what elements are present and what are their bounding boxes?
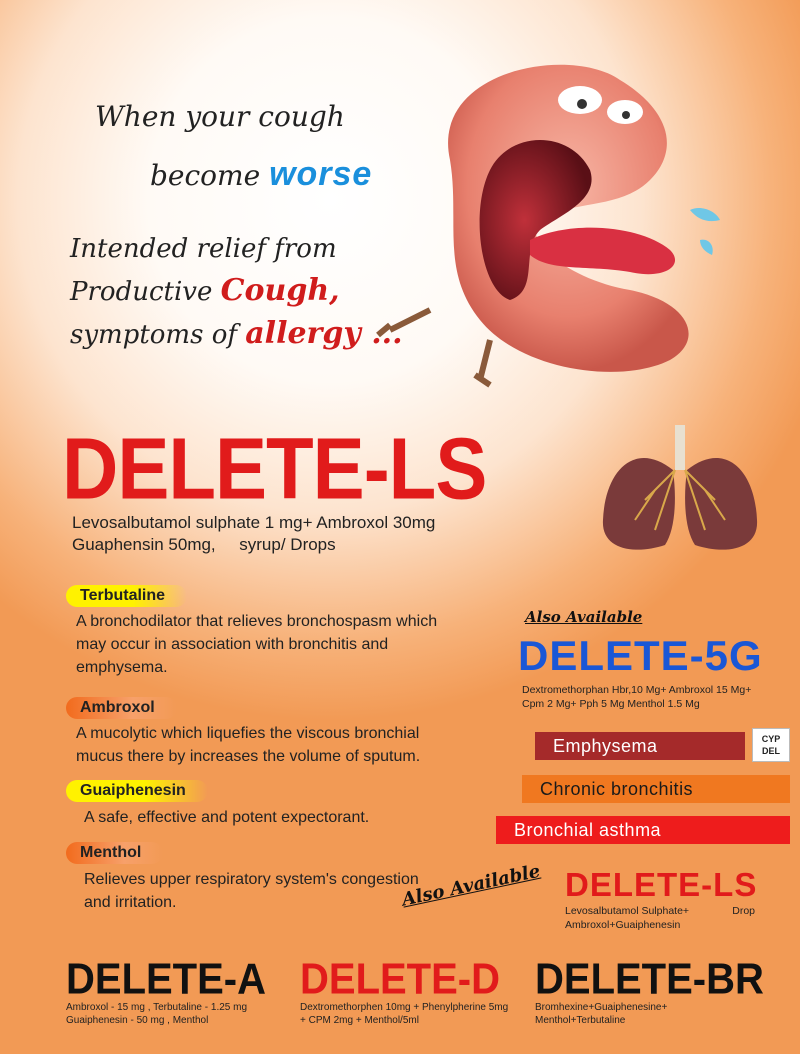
tagline-line5-prefix: symptoms of xyxy=(70,320,246,350)
tagline-line3: Intended relief from xyxy=(70,234,337,264)
comp-line: Ambroxol+Guaiphenesin xyxy=(565,919,681,931)
comp-line: Cpm 2 Mg+ Pph 5 Mg Menthol 1.5 Mg xyxy=(522,698,700,710)
comp-line: Guaiphenesin - 50 mg , Menthol xyxy=(66,1015,209,1026)
tagline-line4-prefix: Productive xyxy=(70,277,221,307)
desc-line: A bronchodilator that relieves bronchospasm which xyxy=(76,613,438,630)
bottom-product-d-comp xyxy=(300,1001,508,1027)
tagline-worse: worse xyxy=(269,155,373,193)
tagline-line2-prefix: become xyxy=(150,159,270,192)
ingredient-ambroxol-label: Ambroxol xyxy=(66,697,177,719)
desc-line: A safe, effective and potent expectorant. xyxy=(84,809,370,826)
desc-line: emphysema. xyxy=(76,659,168,676)
condition-bronchial-asthma: Bronchial asthma xyxy=(496,816,790,844)
tagline-line2 xyxy=(150,155,372,194)
tagline-line4 xyxy=(70,270,403,313)
ingredient-terbutaline-desc xyxy=(76,610,437,679)
comp-line: Levosalbutamol Sulphate+ xyxy=(565,905,690,917)
tagline-line5 xyxy=(70,313,403,356)
composition-line1: Levosalbutamol sulphate 1 mg+ Ambroxol 30mg xyxy=(72,513,436,532)
bottom-product-a-comp xyxy=(66,1001,247,1027)
comp-row xyxy=(565,904,755,918)
ingredient-ambroxol-desc xyxy=(76,722,420,768)
also-available-label-1: Also Available xyxy=(525,608,643,626)
ingredient-menthol-desc xyxy=(84,868,419,914)
product-name: DELETE-LS xyxy=(62,419,487,518)
bottom-product-d-name: DELETE-D xyxy=(300,955,500,1004)
tagline-cough: Cough, xyxy=(220,273,340,308)
bottom-product-a-name: DELETE-A xyxy=(66,955,266,1004)
tagline-line1: When your cough xyxy=(95,100,345,133)
desc-line: Relieves upper respiratory system's congestion xyxy=(84,871,419,888)
desc-line: and irritation. xyxy=(84,894,177,911)
ingredient-terbutaline-label: Terbutaline xyxy=(66,585,187,607)
desc-line: may occur in association with bronchitis and xyxy=(76,636,389,653)
cyp-line1: CYP xyxy=(761,734,781,744)
comp-line: Dextromethorphen 10mg + Phenylpherine 5mg xyxy=(300,1002,509,1013)
cyp-del-badge xyxy=(752,728,790,762)
ingredient-menthol-label: Menthol xyxy=(66,842,163,864)
bottom-product-br-comp xyxy=(535,1001,667,1027)
coughing-mouth-illustration xyxy=(370,40,730,400)
lungs-illustration xyxy=(595,420,765,560)
product-composition xyxy=(72,512,435,556)
condition-emphysema: Emphysema xyxy=(535,732,745,760)
comp-form: Drop xyxy=(732,905,755,917)
also-available-composition-1 xyxy=(522,683,751,711)
condition-chronic-bronchitis: Chronic bronchitis xyxy=(522,775,790,803)
bottom-product-br-name: DELETE-BR xyxy=(535,955,764,1004)
tagline-block xyxy=(70,228,403,356)
desc-line: mucus there by increases the volume of sputum. xyxy=(76,748,421,765)
comp-line: + CPM 2mg + Menthol/5ml xyxy=(300,1015,419,1026)
tagline-allergy: allergy ... xyxy=(245,316,403,351)
also-available-composition-2 xyxy=(565,904,755,932)
ingredient-guaiphenesin-desc xyxy=(84,806,369,829)
composition-line2: Guaphensin 50mg, syrup/ Drops xyxy=(72,535,336,554)
cyp-line2: DEL xyxy=(762,746,780,756)
also-available-label-2: Also Available xyxy=(400,860,543,911)
also-available-product-2: DELETE-LS xyxy=(565,866,758,903)
also-available-product-1: DELETE-5G xyxy=(518,632,763,679)
comp-line: Dextromethorphan Hbr,10 Mg+ Ambroxol 15 Mg+ xyxy=(522,684,752,696)
comp-line: Bromhexine+Guaiphenesine+ xyxy=(535,1002,668,1013)
ingredient-guaiphenesin-label: Guaiphenesin xyxy=(66,780,208,802)
comp-line: Menthol+Terbutaline xyxy=(535,1015,626,1026)
comp-line: Ambroxol - 15 mg , Terbutaline - 1.25 mg xyxy=(66,1002,248,1013)
desc-line: A mucolytic which liquefies the viscous bronchial xyxy=(76,725,420,742)
